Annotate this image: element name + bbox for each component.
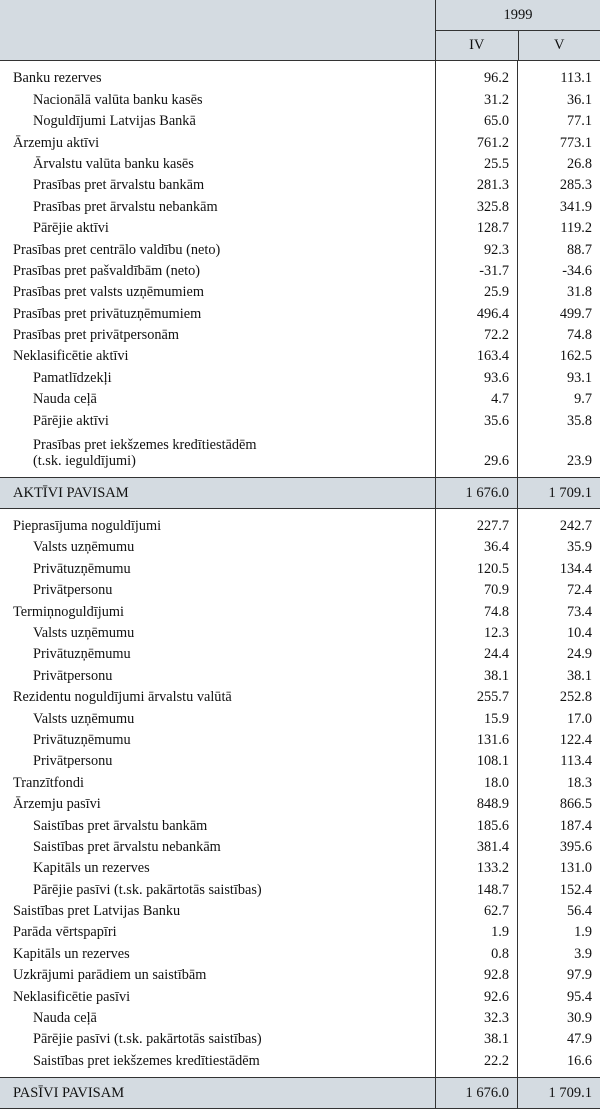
row-value-iv: 255.7 — [436, 686, 518, 707]
row-value-iv: 74.8 — [436, 600, 518, 621]
row-value-iv: 22.2 — [436, 1049, 518, 1070]
row-value-v: 134.4 — [518, 557, 600, 578]
row-value-v: 152.4 — [518, 878, 600, 899]
row-value-iv: 18.0 — [436, 771, 518, 792]
assets-rows — [0, 67, 600, 431]
row-label: Termiņnoguldījumi — [0, 600, 436, 621]
row-value-v: 252.8 — [518, 686, 600, 707]
table-row — [0, 579, 600, 600]
header-columns — [436, 31, 600, 60]
table-row — [0, 1007, 600, 1028]
row-value-iv: 62.7 — [436, 900, 518, 921]
row-label-line1: Prasības pret iekšzemes kredītiestādēm — [33, 437, 257, 453]
row-value-v: 242.7 — [518, 515, 600, 536]
row-value-iv: 92.8 — [436, 964, 518, 985]
row-value-iv: 4.7 — [436, 388, 518, 409]
row-value-v: 95.4 — [518, 985, 600, 1006]
table-row — [0, 664, 600, 685]
row-label: Prasības pret ārvalstu bankām — [0, 174, 436, 195]
row-label: Privātuzņēmumu — [0, 557, 436, 578]
row-label: Parāda vērtspapīri — [0, 921, 436, 942]
table-row — [0, 771, 600, 792]
table-row — [0, 110, 600, 131]
row-value-iv: 163.4 — [436, 345, 518, 366]
row-value-iv: 31.2 — [436, 88, 518, 109]
header-col-v: V — [519, 31, 600, 60]
row-value-iv: 65.0 — [436, 110, 518, 131]
header-col-iv: IV — [436, 31, 519, 60]
table-row — [0, 1028, 600, 1049]
row-label: Nauda ceļā — [0, 1007, 436, 1028]
table-row — [0, 622, 600, 643]
table-row — [0, 409, 600, 430]
table-row — [0, 217, 600, 238]
row-value-iv: 281.3 — [436, 174, 518, 195]
row-label: Privātpersonu — [0, 750, 436, 771]
row-value-iv: 496.4 — [436, 302, 518, 323]
row-value-v: 1.9 — [518, 921, 600, 942]
row-label: Prasības pret centrālo valdību (neto) — [0, 238, 436, 259]
table-row — [0, 1049, 600, 1070]
row-value-v: 23.9 — [518, 431, 600, 471]
table-row — [0, 643, 600, 664]
row-value-v: 35.9 — [518, 536, 600, 557]
row-value-iv: 185.6 — [436, 814, 518, 835]
row-value-iv: 1.9 — [436, 921, 518, 942]
row-value-iv: 93.6 — [436, 366, 518, 387]
table-row — [0, 345, 600, 366]
row-value-v: 162.5 — [518, 345, 600, 366]
row-value-v: 73.4 — [518, 600, 600, 621]
row-label: Rezidentu noguldījumi ārvalstu valūtā — [0, 686, 436, 707]
liabilities-total-row — [0, 1077, 600, 1109]
row-label: Valsts uzņēmumu — [0, 707, 436, 728]
row-value-iv: 92.3 — [436, 238, 518, 259]
table-row — [0, 260, 600, 281]
row-value-iv: 96.2 — [436, 67, 518, 88]
row-value-iv: 92.6 — [436, 985, 518, 1006]
row-value-v: 35.8 — [518, 409, 600, 430]
table-row — [0, 707, 600, 728]
table-header — [0, 0, 600, 61]
row-value-iv: 35.6 — [436, 409, 518, 430]
row-label: Pārējie pasīvi (t.sk. pakārtotās saistības) — [0, 1028, 436, 1049]
table-row — [0, 729, 600, 750]
row-value-iv: 227.7 — [436, 515, 518, 536]
table-row — [0, 153, 600, 174]
row-value-iv: 25.9 — [436, 281, 518, 302]
row-value-v: 866.5 — [518, 793, 600, 814]
liabilities-rows — [0, 515, 600, 1071]
row-label: Valsts uzņēmumu — [0, 622, 436, 643]
row-value-v: 38.1 — [518, 664, 600, 685]
row-value-v: 72.4 — [518, 579, 600, 600]
row-label: Prasības pret privātpersonām — [0, 324, 436, 345]
table-row — [0, 388, 600, 409]
table-row — [0, 431, 600, 471]
total-label: PASĪVI PAVISAM — [0, 1078, 436, 1108]
row-value-iv: 15.9 — [436, 707, 518, 728]
row-label: Ārvalstu valūta banku kasēs — [0, 153, 436, 174]
row-label: Valsts uzņēmumu — [0, 536, 436, 557]
table-row — [0, 536, 600, 557]
row-value-v: 285.3 — [518, 174, 600, 195]
row-label: Ārzemju aktīvi — [0, 131, 436, 152]
row-value-v: 24.9 — [518, 643, 600, 664]
row-value-v: 18.3 — [518, 771, 600, 792]
row-value-v: 113.4 — [518, 750, 600, 771]
row-value-iv: -31.7 — [436, 260, 518, 281]
row-label: Noguldījumi Latvijas Bankā — [0, 110, 436, 131]
table-row — [0, 985, 600, 1006]
row-label: Pārējie aktīvi — [0, 217, 436, 238]
table-row — [0, 600, 600, 621]
row-value-v: 341.9 — [518, 195, 600, 216]
row-spacer — [0, 471, 600, 477]
row-value-v: 77.1 — [518, 110, 600, 131]
row-value-v: 122.4 — [518, 729, 600, 750]
table-row — [0, 814, 600, 835]
table-row — [0, 557, 600, 578]
table-row — [0, 281, 600, 302]
row-label: Uzkrājumi parādiem un saistībām — [0, 964, 436, 985]
table-row — [0, 793, 600, 814]
row-value-v: 31.8 — [518, 281, 600, 302]
row-value-v: 97.9 — [518, 964, 600, 985]
table-row — [0, 302, 600, 323]
row-value-v: 187.4 — [518, 814, 600, 835]
row-value-v: 47.9 — [518, 1028, 600, 1049]
row-value-iv: 120.5 — [436, 557, 518, 578]
row-value-iv: 0.8 — [436, 942, 518, 963]
row-value-v: 30.9 — [518, 1007, 600, 1028]
row-label: Tranzītfondi — [0, 771, 436, 792]
table-row — [0, 238, 600, 259]
row-value-iv: 381.4 — [436, 836, 518, 857]
table-row — [0, 836, 600, 857]
total-value-iv: 1 676.0 — [436, 478, 518, 508]
row-value-v: 93.1 — [518, 366, 600, 387]
row-value-v: 499.7 — [518, 302, 600, 323]
row-value-v: 26.8 — [518, 153, 600, 174]
table-row — [0, 750, 600, 771]
row-label: Saistības pret iekšzemes kredītiestādēm — [0, 1049, 436, 1070]
row-label — [0, 431, 436, 471]
row-label: Nauda ceļā — [0, 388, 436, 409]
row-label: Privātpersonu — [0, 664, 436, 685]
row-label: Neklasificētie aktīvi — [0, 345, 436, 366]
row-value-v: 16.6 — [518, 1049, 600, 1070]
row-value-iv: 38.1 — [436, 664, 518, 685]
row-label: Privātuzņēmumu — [0, 643, 436, 664]
table-row — [0, 942, 600, 963]
row-value-iv: 25.5 — [436, 153, 518, 174]
row-label: Privātpersonu — [0, 579, 436, 600]
table-row — [0, 67, 600, 88]
row-label: Prasības pret privātuzņēmumiem — [0, 302, 436, 323]
table-row — [0, 921, 600, 942]
row-value-v: 773.1 — [518, 131, 600, 152]
row-label: Kapitāls un rezerves — [0, 942, 436, 963]
row-value-v: 36.1 — [518, 88, 600, 109]
row-value-v: 74.8 — [518, 324, 600, 345]
row-value-iv: 70.9 — [436, 579, 518, 600]
row-label: Pārējie pasīvi (t.sk. pakārtotās saistības) — [0, 878, 436, 899]
row-label: Saistības pret ārvalstu nebankām — [0, 836, 436, 857]
row-value-v: 10.4 — [518, 622, 600, 643]
row-value-v: 56.4 — [518, 900, 600, 921]
row-value-iv: 72.2 — [436, 324, 518, 345]
row-label: Prasības pret ārvalstu nebankām — [0, 195, 436, 216]
assets-section — [0, 61, 600, 477]
header-year: 1999 — [436, 0, 600, 31]
row-value-iv: 761.2 — [436, 131, 518, 152]
row-value-iv: 128.7 — [436, 217, 518, 238]
table-row — [0, 900, 600, 921]
row-label: Pārējie aktīvi — [0, 409, 436, 430]
row-value-iv: 325.8 — [436, 195, 518, 216]
row-value-v: -34.6 — [518, 260, 600, 281]
row-value-iv: 131.6 — [436, 729, 518, 750]
row-value-v: 131.0 — [518, 857, 600, 878]
row-label: Pamatlīdzekļi — [0, 366, 436, 387]
row-spacer — [0, 1071, 600, 1077]
row-value-v: 88.7 — [518, 238, 600, 259]
row-label: Ārzemju pasīvi — [0, 793, 436, 814]
table-row — [0, 878, 600, 899]
row-label: Prasības pret pašvaldībām (neto) — [0, 260, 436, 281]
table-row — [0, 857, 600, 878]
row-value-iv: 29.6 — [436, 431, 518, 471]
row-value-iv: 108.1 — [436, 750, 518, 771]
header-year-box — [436, 0, 600, 60]
row-label: Saistības pret Latvijas Banku — [0, 900, 436, 921]
row-label: Neklasificētie pasīvi — [0, 985, 436, 1006]
table-row — [0, 88, 600, 109]
row-value-iv: 148.7 — [436, 878, 518, 899]
row-value-iv: 12.3 — [436, 622, 518, 643]
total-value-iv: 1 676.0 — [436, 1078, 518, 1108]
row-label: Banku rezerves — [0, 67, 436, 88]
total-label: AKTĪVI PAVISAM — [0, 478, 436, 508]
table-row — [0, 174, 600, 195]
table-row — [0, 324, 600, 345]
total-value-v: 1 709.1 — [518, 1078, 600, 1108]
table-row — [0, 366, 600, 387]
row-value-v: 119.2 — [518, 217, 600, 238]
table-row — [0, 515, 600, 536]
row-value-v: 9.7 — [518, 388, 600, 409]
row-label: Nacionālā valūta banku kasēs — [0, 88, 436, 109]
row-value-v: 113.1 — [518, 67, 600, 88]
row-value-iv: 38.1 — [436, 1028, 518, 1049]
header-label-cell — [0, 0, 436, 60]
table-row — [0, 195, 600, 216]
row-value-iv: 848.9 — [436, 793, 518, 814]
row-value-iv: 36.4 — [436, 536, 518, 557]
total-value-v: 1 709.1 — [518, 478, 600, 508]
row-value-iv: 133.2 — [436, 857, 518, 878]
row-value-iv: 32.3 — [436, 1007, 518, 1028]
row-value-v: 395.6 — [518, 836, 600, 857]
row-label: Privātuzņēmumu — [0, 729, 436, 750]
row-value-v: 3.9 — [518, 942, 600, 963]
table-row — [0, 686, 600, 707]
row-value-v: 17.0 — [518, 707, 600, 728]
row-label: Kapitāls un rezerves — [0, 857, 436, 878]
row-value-iv: 24.4 — [436, 643, 518, 664]
row-label: Saistības pret ārvalstu bankām — [0, 814, 436, 835]
row-label: Prasības pret valsts uzņēmumiem — [0, 281, 436, 302]
table-row — [0, 131, 600, 152]
liabilities-section — [0, 509, 600, 1077]
assets-total-row — [0, 477, 600, 509]
row-label: Pieprasījuma noguldījumi — [0, 515, 436, 536]
table-row — [0, 964, 600, 985]
row-label-line2: (t.sk. ieguldījumi) — [33, 453, 257, 469]
